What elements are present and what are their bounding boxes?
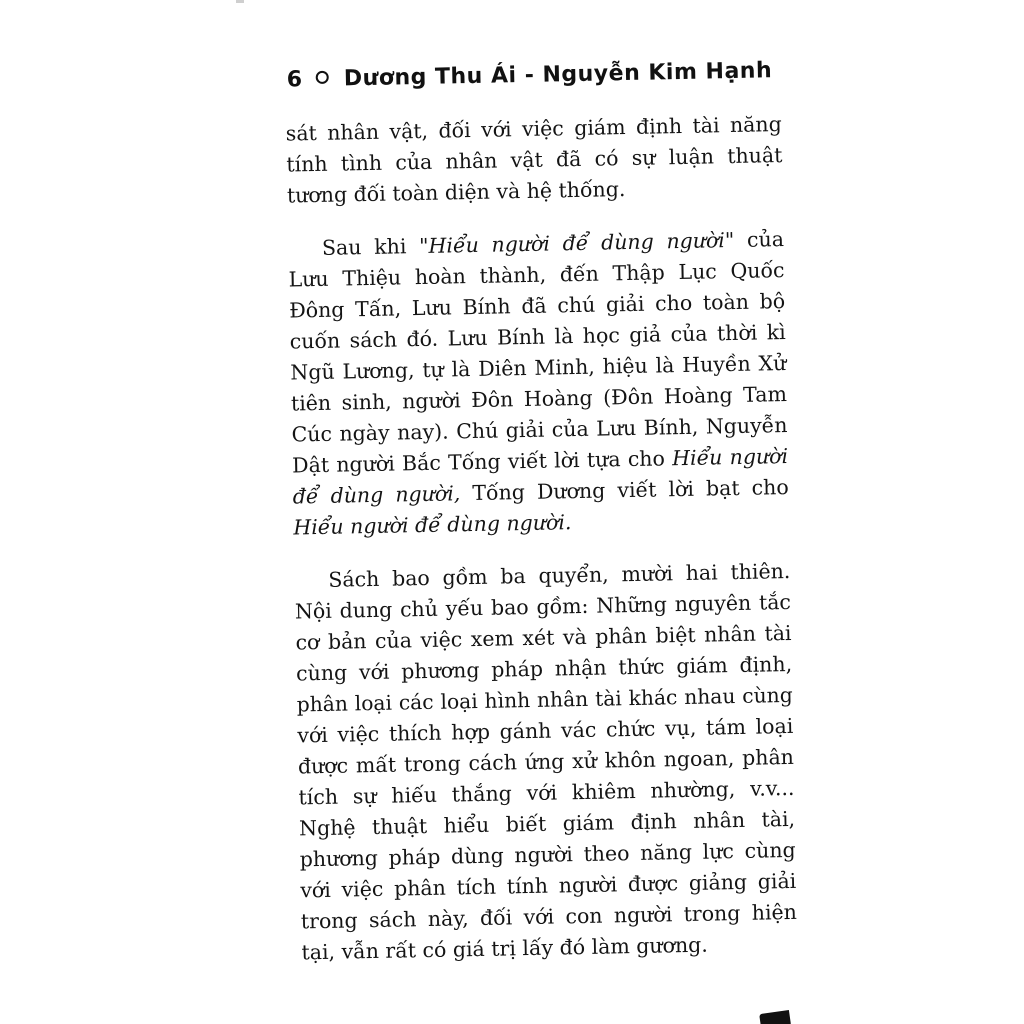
text-line: cùng với phương pháp nhận thức giám định,	[295, 651, 793, 686]
text-line: Sau khi "Hiểu người để dùng người" của	[321, 227, 785, 260]
text-line: phương pháp dùng người theo năng lực cùng	[299, 837, 796, 872]
paragraph	[294, 556, 798, 968]
text-line: phân loại các loại hình nhân tài khác nhau cùng	[296, 682, 793, 717]
header-authors: Dương Thu Ái - Nguyễn Kim Hạnh	[343, 58, 773, 92]
text-line: với việc phân tích tính người được giảng giải	[300, 868, 797, 903]
text-line: tương đối toàn diện và hệ thống.	[286, 177, 626, 208]
text-line: Sách bao gồm ba quyển, mười hai thiên.	[328, 558, 791, 592]
circle-ornament-icon	[316, 71, 329, 84]
text-line: Cúc ngày nay). Chú giải của Lưu Bính, Nguyễn	[291, 412, 788, 447]
text-line: Lưu Thiệu hoàn thành, đến Thập Lục Quốc	[288, 258, 785, 292]
body-text	[286, 109, 798, 968]
text-line: với việc thích hợp gánh vác chức vụ, tám loại	[297, 713, 794, 748]
text-line: Ngũ Lương, tự là Diên Minh, hiệu là Huyền Xử	[290, 350, 787, 385]
page-number: 6	[286, 67, 303, 93]
text-line: Nghệ thuật hiểu biết giám định nhân tài,	[298, 806, 796, 841]
text-line: tích sự hiếu thắng với khiêm nhường, v.v...	[298, 775, 795, 810]
text-line: trong sách này, đối với con người trong hiện	[300, 899, 798, 934]
text-line: tiên sinh, người Đôn Hoàng (Đôn Hoàng Tam	[290, 381, 788, 416]
text-line: sát nhân vật, đối với việc giám định tài năng	[285, 112, 782, 146]
text-line: Đông Tấn, Lưu Bính đã chú giải cho toàn bộ	[288, 289, 786, 323]
text-line: Nội dung chủ yếu bao gồm: Những nguyên tắc	[294, 589, 792, 624]
paragraph	[288, 224, 790, 543]
text-line: Dật người Bắc Tống viết lời tựa cho Hiểu người	[291, 443, 789, 478]
paragraph	[286, 109, 784, 212]
text-line: để dùng người, Tống Dương viết lời bạt cho	[292, 474, 789, 509]
text-line: tính tình của nhân vật đã có sự luận thuật	[286, 143, 783, 177]
scan-speck	[236, 0, 244, 3]
page-content	[262, 30, 820, 991]
running-header	[287, 58, 803, 93]
text-line: được mất trong cách ứng xử khôn ngoan, phân	[297, 744, 795, 779]
text-line: cuốn sách đó. Lưu Bính là học giả của thời kì	[289, 320, 786, 354]
text-line: tại, vẫn rất có giá trị lấy đó làm gương.	[301, 932, 709, 965]
page-edge-shadow	[759, 1010, 791, 1024]
text-line: cơ bản của việc xem xét và phân biệt nhân tài	[295, 620, 792, 655]
text-line: Hiểu người để dùng người.	[293, 510, 572, 540]
